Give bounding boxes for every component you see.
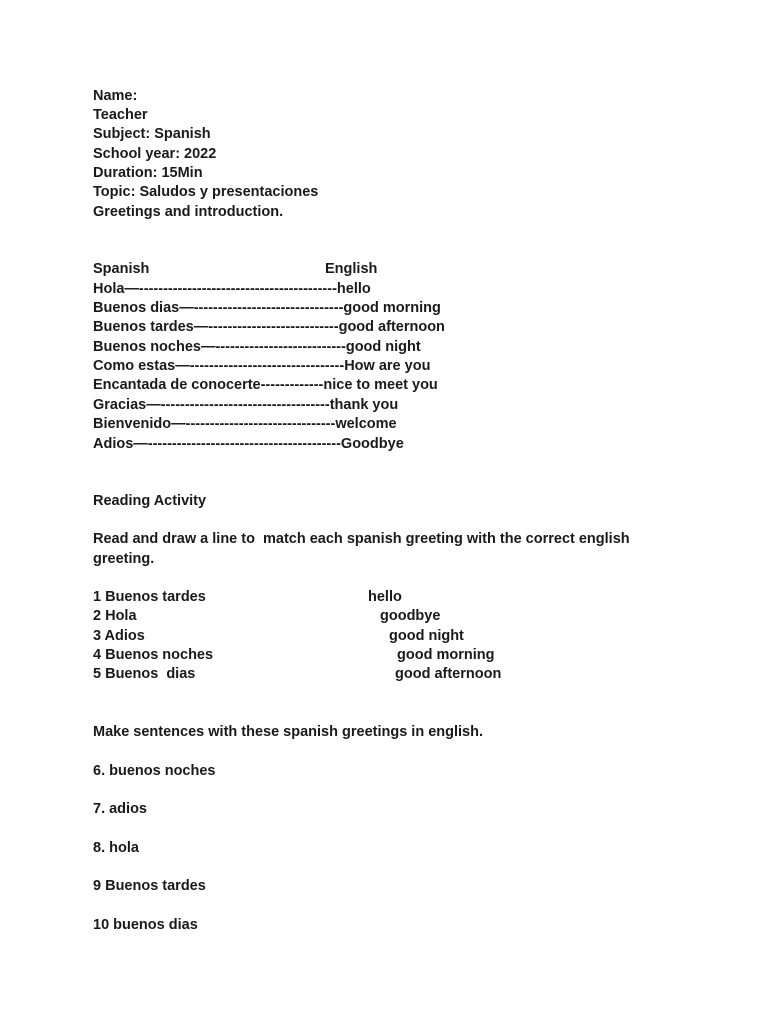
vocab-row: Hola—-----------------------------------------hello xyxy=(93,281,371,297)
match-right-item: good morning xyxy=(397,647,495,663)
match-left-item: 2 Hola xyxy=(93,608,137,624)
reading-activity-title: Reading Activity xyxy=(93,493,207,509)
sentence-item: 10 buenos dias xyxy=(93,917,198,933)
teacher-field: Teacher xyxy=(93,107,148,123)
vocab-row: Bienvenido—-------------------------------welcome xyxy=(93,416,397,432)
match-right-item: good afternoon xyxy=(395,666,502,682)
topic-field: Topic: Saludos y presentaciones xyxy=(93,184,319,200)
sentence-item: 9 Buenos tardes xyxy=(93,878,206,894)
name-field: Name: xyxy=(93,88,138,104)
match-right-item: good night xyxy=(389,628,464,644)
vocab-row: Buenos noches—---------------------------good night xyxy=(93,339,421,355)
sentence-item: 7. adios xyxy=(93,801,147,817)
reading-instruction: Read and draw a line to match each spanish greeting with the correct english xyxy=(93,531,630,547)
sentence-item: 8. hola xyxy=(93,840,139,856)
vocab-header-english: English xyxy=(325,261,378,277)
vocab-row: Adios—----------------------------------------Goodbye xyxy=(93,436,404,452)
school-year-field: School year: 2022 xyxy=(93,146,217,162)
subject-field: Subject: Spanish xyxy=(93,126,211,142)
match-left-item: 4 Buenos noches xyxy=(93,647,214,663)
match-left-item: 3 Adios xyxy=(93,628,145,644)
vocab-header-spanish: Spanish xyxy=(93,261,150,277)
sentence-item: 6. buenos noches xyxy=(93,763,216,779)
vocab-row: Buenos dias—-------------------------------good morning xyxy=(93,300,441,316)
vocab-row: Gracias—-----------------------------------thank you xyxy=(93,397,399,413)
reading-instruction: greeting. xyxy=(93,551,155,567)
duration-field: Duration: 15Min xyxy=(93,165,203,181)
match-left-item: 5 Buenos dias xyxy=(93,666,196,682)
vocab-row: Buenos tardes—---------------------------good afternoon xyxy=(93,319,445,335)
sentences-instruction: Make sentences with these spanish greetings in english. xyxy=(93,724,483,740)
topic-english-field: Greetings and introduction. xyxy=(93,204,284,220)
match-right-item: hello xyxy=(368,589,402,605)
vocab-row: Como estas—--------------------------------How are you xyxy=(93,358,431,374)
vocab-row: Encantada de conocerte-------------nice to meet you xyxy=(93,377,438,393)
match-left-item: 1 Buenos tardes xyxy=(93,589,206,605)
match-right-item: goodbye xyxy=(380,608,441,624)
